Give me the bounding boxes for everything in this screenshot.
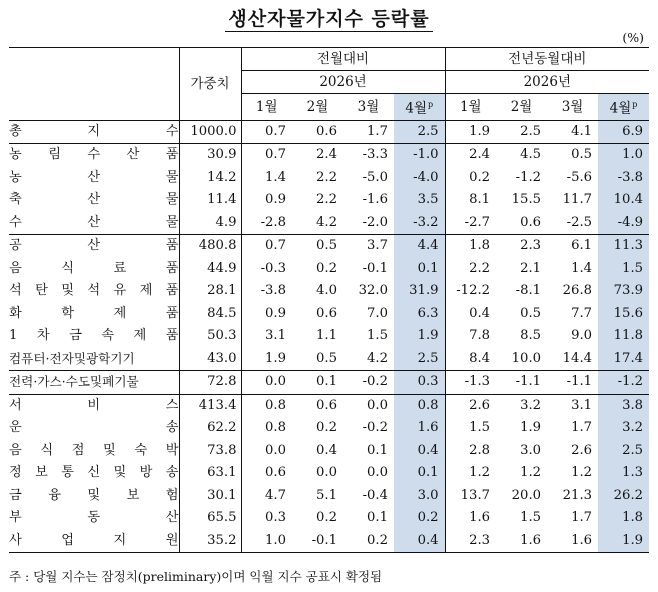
mom-value: 0.8 bbox=[265, 420, 286, 436]
yoy-value: -5.6 bbox=[566, 169, 593, 185]
row-label: 수 산 물 bbox=[9, 212, 179, 235]
mom-value: -0.1 bbox=[362, 260, 388, 276]
mom-value: 2.5 bbox=[394, 348, 445, 371]
row-weight: 11.4 bbox=[179, 189, 241, 212]
row-label: 서 비 스 bbox=[9, 394, 179, 417]
mom-value: 0.1 bbox=[367, 510, 388, 526]
mom-value: 1.6 bbox=[394, 417, 445, 440]
yoy-value: 1.8 bbox=[598, 507, 649, 530]
header-month-prelim: 4월$^p$ bbox=[394, 94, 445, 121]
mom-value: 32.0 bbox=[358, 283, 388, 299]
mom-value: 2.2 bbox=[316, 169, 337, 185]
row-label: 축 산 물 bbox=[9, 189, 179, 212]
yoy-value: 8.4 bbox=[469, 350, 491, 366]
yoy-value: 14.4 bbox=[562, 350, 593, 366]
header-mom-year: 2026년 bbox=[241, 71, 445, 94]
mom-value: 3.7 bbox=[343, 235, 394, 258]
row-label: 농 산 물 bbox=[9, 167, 179, 190]
row-weight: 72.8 bbox=[179, 371, 241, 395]
mom-value: 4.0 bbox=[316, 283, 337, 299]
mom-value: 3.5 bbox=[394, 189, 445, 212]
mom-value: 0.0 bbox=[265, 442, 286, 458]
mom-value: -1.6 bbox=[362, 192, 388, 208]
mom-value: -0.4 bbox=[362, 487, 388, 503]
mom-value: 0.2 bbox=[316, 420, 337, 436]
row-label: 부 동 산 bbox=[9, 507, 179, 530]
mom-value: 0.0 bbox=[241, 371, 292, 395]
yoy-value: 1.9 bbox=[598, 530, 649, 553]
mom-value: 4.4 bbox=[394, 235, 445, 258]
yoy-value: 1.5 bbox=[598, 258, 649, 281]
table-row bbox=[9, 440, 649, 463]
mom-value: 0.6 bbox=[292, 394, 343, 417]
yoy-value: 1.4 bbox=[571, 260, 593, 276]
row-weight: 50.3 bbox=[179, 325, 241, 348]
yoy-value: 1.7 bbox=[571, 510, 593, 526]
mom-value: -3.3 bbox=[343, 144, 394, 167]
table-row bbox=[9, 417, 649, 440]
row-weight: 4.9 bbox=[179, 212, 241, 235]
table-row bbox=[9, 144, 649, 167]
yoy-value: 9.0 bbox=[571, 328, 593, 344]
table-row bbox=[9, 348, 649, 371]
yoy-value: -3.8 bbox=[598, 167, 649, 190]
yoy-value: 0.4 bbox=[469, 305, 491, 321]
mom-value: -0.3 bbox=[260, 260, 286, 276]
yoy-value: 2.3 bbox=[445, 530, 496, 553]
mom-value: 0.9 bbox=[265, 305, 286, 321]
row-label: 1 차 금 속 제 품 bbox=[9, 325, 179, 348]
row-label: 운 송 bbox=[9, 417, 179, 440]
mom-value: 0.5 bbox=[316, 350, 337, 366]
table-body bbox=[9, 120, 649, 553]
yoy-value: 4.1 bbox=[547, 120, 598, 144]
mom-value: 1.0 bbox=[241, 530, 292, 553]
mom-value: 0.0 bbox=[343, 394, 394, 417]
mom-value: 2.4 bbox=[292, 144, 343, 167]
mom-value: -2.8 bbox=[260, 214, 286, 230]
row-weight: 28.1 bbox=[179, 280, 241, 303]
row-label: 컴퓨터·전자및광학기기 bbox=[9, 348, 179, 371]
mom-value: 0.0 bbox=[367, 465, 388, 481]
table-row bbox=[9, 303, 649, 326]
mom-value: -3.8 bbox=[260, 283, 286, 299]
mom-value: -0.2 bbox=[343, 371, 394, 395]
mom-value: 1.5 bbox=[367, 328, 388, 344]
header-yoy: 전년동월대비 bbox=[445, 48, 649, 71]
mom-value: 0.1 bbox=[292, 371, 343, 395]
row-weight: 480.8 bbox=[179, 235, 241, 258]
yoy-value: 11.8 bbox=[598, 325, 649, 348]
mom-value: 4.2 bbox=[367, 350, 388, 366]
yoy-value: -8.1 bbox=[515, 283, 542, 299]
mom-value: 4.7 bbox=[265, 487, 286, 503]
yoy-value: -1.2 bbox=[515, 169, 542, 185]
yoy-value: 1.6 bbox=[547, 530, 598, 553]
table-title: 생산자물가지수 등락률 bbox=[0, 4, 658, 31]
table-row bbox=[9, 167, 649, 190]
mom-value: 0.6 bbox=[292, 120, 343, 144]
table-row bbox=[9, 235, 649, 258]
mom-value: 1.9 bbox=[265, 350, 286, 366]
row-weight: 14.2 bbox=[179, 167, 241, 190]
yoy-value: 1.9 bbox=[445, 120, 496, 144]
table-row bbox=[9, 394, 649, 417]
table-row bbox=[9, 120, 649, 144]
yoy-value: 15.5 bbox=[511, 192, 542, 208]
yoy-value: 6.9 bbox=[598, 120, 649, 144]
row-label: 금 융 및 보 험 bbox=[9, 485, 179, 508]
yoy-value: 1.2 bbox=[520, 465, 542, 481]
mom-value: 4.2 bbox=[316, 214, 337, 230]
mom-value: 0.6 bbox=[265, 465, 286, 481]
footnote: 주 : 당월 지수는 잠정치(preliminary)이며 익월 지수 공표시 확정됨 bbox=[9, 569, 383, 584]
yoy-value: 0.5 bbox=[547, 144, 598, 167]
row-weight: 73.8 bbox=[179, 440, 241, 463]
row-weight: 44.9 bbox=[179, 258, 241, 281]
mom-value: -1.0 bbox=[394, 144, 445, 167]
yoy-value: -4.9 bbox=[598, 212, 649, 235]
table-row bbox=[9, 507, 649, 530]
mom-value: -0.2 bbox=[362, 420, 388, 436]
header-month: 1월 bbox=[255, 98, 278, 115]
yoy-value: -1.1 bbox=[547, 371, 598, 395]
yoy-value: 1.3 bbox=[598, 462, 649, 485]
mom-value: 2.2 bbox=[316, 192, 337, 208]
yoy-value: 1.8 bbox=[445, 235, 496, 258]
yoy-value: 1.7 bbox=[571, 420, 593, 436]
mom-value: -5.0 bbox=[362, 169, 388, 185]
row-label: 음 식 료 품 bbox=[9, 258, 179, 281]
yoy-value: 3.0 bbox=[520, 442, 542, 458]
mom-value: -0.1 bbox=[292, 530, 343, 553]
yoy-value: 1.2 bbox=[469, 465, 491, 481]
yoy-value: -1.2 bbox=[598, 371, 649, 395]
mom-value: 0.4 bbox=[316, 442, 337, 458]
row-label: 전력·가스·수도및폐기물 bbox=[9, 371, 179, 395]
mom-value: 0.2 bbox=[316, 260, 337, 276]
yoy-value: 4.5 bbox=[496, 144, 547, 167]
mom-value: 5.1 bbox=[316, 487, 337, 503]
yoy-value: -2.7 bbox=[464, 214, 491, 230]
mom-value: 0.2 bbox=[316, 510, 337, 526]
yoy-value: 1.6 bbox=[496, 530, 547, 553]
table-row bbox=[9, 212, 649, 235]
row-weight: 1000.0 bbox=[179, 120, 241, 144]
yoy-value: 2.6 bbox=[445, 394, 496, 417]
mom-value: 0.0 bbox=[316, 465, 337, 481]
mom-value: 0.7 bbox=[241, 144, 292, 167]
mom-value: 0.3 bbox=[265, 510, 286, 526]
header-blank bbox=[9, 48, 179, 121]
mom-value: 31.9 bbox=[394, 280, 445, 303]
yoy-value: 0.5 bbox=[520, 305, 542, 321]
header-month: 3월 bbox=[357, 98, 380, 115]
yoy-value: 2.5 bbox=[598, 440, 649, 463]
row-weight: 30.9 bbox=[179, 144, 241, 167]
table-row bbox=[9, 189, 649, 212]
yoy-value: 1.5 bbox=[520, 510, 542, 526]
row-weight: 62.2 bbox=[179, 417, 241, 440]
header-weight: 가중치 bbox=[179, 48, 241, 121]
yoy-value: 1.6 bbox=[469, 510, 491, 526]
mom-value: 6.3 bbox=[394, 303, 445, 326]
mom-value: 0.1 bbox=[367, 442, 388, 458]
header-yoy-year: 2026년 bbox=[445, 71, 649, 94]
mom-value: 3.1 bbox=[265, 328, 286, 344]
mom-value: 0.1 bbox=[394, 258, 445, 281]
row-weight: 84.5 bbox=[179, 303, 241, 326]
mom-value: 0.5 bbox=[292, 235, 343, 258]
yoy-value: 1.9 bbox=[520, 420, 542, 436]
yoy-value: 2.3 bbox=[496, 235, 547, 258]
header-month: 1월 bbox=[459, 98, 482, 115]
yoy-value: 2.8 bbox=[469, 442, 491, 458]
mom-value: 0.2 bbox=[343, 530, 394, 553]
mom-value: 2.5 bbox=[394, 120, 445, 144]
mom-value: 0.3 bbox=[394, 371, 445, 395]
row-weight: 43.0 bbox=[179, 348, 241, 371]
yoy-value: 3.2 bbox=[598, 417, 649, 440]
yoy-value: 3.2 bbox=[496, 394, 547, 417]
yoy-value: 1.0 bbox=[598, 144, 649, 167]
yoy-value: -1.1 bbox=[496, 371, 547, 395]
yoy-value: 17.4 bbox=[598, 348, 649, 371]
mom-value: 0.7 bbox=[241, 120, 292, 144]
mom-value: 1.9 bbox=[394, 325, 445, 348]
yoy-value: 2.2 bbox=[469, 260, 491, 276]
mom-value: 1.4 bbox=[265, 169, 286, 185]
mom-value: 0.2 bbox=[394, 507, 445, 530]
table-row bbox=[9, 371, 649, 395]
yoy-value: 20.0 bbox=[511, 487, 542, 503]
yoy-value: 0.6 bbox=[520, 214, 542, 230]
yoy-value: 8.5 bbox=[520, 328, 542, 344]
yoy-value: 11.7 bbox=[562, 192, 593, 208]
yoy-value: 26.2 bbox=[598, 485, 649, 508]
yoy-value: 1.5 bbox=[469, 420, 491, 436]
yoy-value: 21.3 bbox=[562, 487, 593, 503]
row-weight: 35.2 bbox=[179, 530, 241, 553]
row-weight: 413.4 bbox=[179, 394, 241, 417]
row-label: 화 학 제 품 bbox=[9, 303, 179, 326]
table-row bbox=[9, 530, 649, 553]
mom-value: -4.0 bbox=[394, 167, 445, 190]
yoy-value: 2.6 bbox=[571, 442, 593, 458]
mom-value: 0.4 bbox=[394, 530, 445, 553]
row-label: 석 탄 및 석 유 제 품 bbox=[9, 280, 179, 303]
mom-value: 1.1 bbox=[316, 328, 337, 344]
yoy-value: 7.8 bbox=[469, 328, 491, 344]
yoy-value: 26.8 bbox=[562, 283, 593, 299]
mom-value: -3.2 bbox=[394, 212, 445, 235]
yoy-value: -2.5 bbox=[566, 214, 593, 230]
yoy-value: 11.3 bbox=[598, 235, 649, 258]
row-label: 농 림 수 산 품 bbox=[9, 144, 179, 167]
row-label: 사 업 지 원 bbox=[9, 530, 179, 553]
header-mom: 전월대비 bbox=[241, 48, 445, 71]
mom-value: 0.6 bbox=[316, 305, 337, 321]
row-weight: 65.5 bbox=[179, 507, 241, 530]
yoy-value: 3.1 bbox=[547, 394, 598, 417]
mom-value: 0.8 bbox=[394, 394, 445, 417]
yoy-value: 15.6 bbox=[598, 303, 649, 326]
header-month: 2월 bbox=[306, 98, 329, 115]
yoy-value: 2.5 bbox=[496, 120, 547, 144]
table-row bbox=[9, 325, 649, 348]
unit-label: (%) bbox=[622, 30, 644, 45]
row-label: 음 식 점 및 숙 박 bbox=[9, 440, 179, 463]
table-row bbox=[9, 485, 649, 508]
mom-value: 0.7 bbox=[241, 235, 292, 258]
yoy-value: -1.3 bbox=[445, 371, 496, 395]
mom-value: 0.8 bbox=[241, 394, 292, 417]
mom-value: -2.0 bbox=[362, 214, 388, 230]
row-label: 총 지 수 bbox=[9, 120, 179, 144]
yoy-value: 13.7 bbox=[460, 487, 491, 503]
table-row bbox=[9, 280, 649, 303]
row-weight: 30.1 bbox=[179, 485, 241, 508]
yoy-value: 10.4 bbox=[598, 189, 649, 212]
header-month-prelim: 4월$^p$ bbox=[598, 94, 649, 121]
mom-value: 1.7 bbox=[343, 120, 394, 144]
table-row bbox=[9, 462, 649, 485]
yoy-value: 2.1 bbox=[520, 260, 542, 276]
yoy-value: -12.2 bbox=[456, 283, 491, 299]
yoy-value: 8.1 bbox=[469, 192, 491, 208]
yoy-value: 73.9 bbox=[598, 280, 649, 303]
header-month: 2월 bbox=[510, 98, 533, 115]
yoy-value: 1.2 bbox=[571, 465, 593, 481]
yoy-value: 2.4 bbox=[445, 144, 496, 167]
header-month: 3월 bbox=[561, 98, 584, 115]
ppi-change-table bbox=[9, 47, 649, 553]
table-row bbox=[9, 258, 649, 281]
mom-value: 0.1 bbox=[394, 462, 445, 485]
yoy-value: 10.0 bbox=[511, 350, 542, 366]
yoy-value: 0.2 bbox=[469, 169, 491, 185]
yoy-value: 7.7 bbox=[571, 305, 593, 321]
row-label: 공 산 품 bbox=[9, 235, 179, 258]
yoy-value: 3.8 bbox=[598, 394, 649, 417]
row-label: 정 보 통 신 및 방 송 bbox=[9, 462, 179, 485]
mom-value: 0.4 bbox=[394, 440, 445, 463]
yoy-value: 6.1 bbox=[547, 235, 598, 258]
mom-value: 7.0 bbox=[367, 305, 388, 321]
mom-value: 0.9 bbox=[265, 192, 286, 208]
mom-value: 3.0 bbox=[394, 485, 445, 508]
row-weight: 63.1 bbox=[179, 462, 241, 485]
